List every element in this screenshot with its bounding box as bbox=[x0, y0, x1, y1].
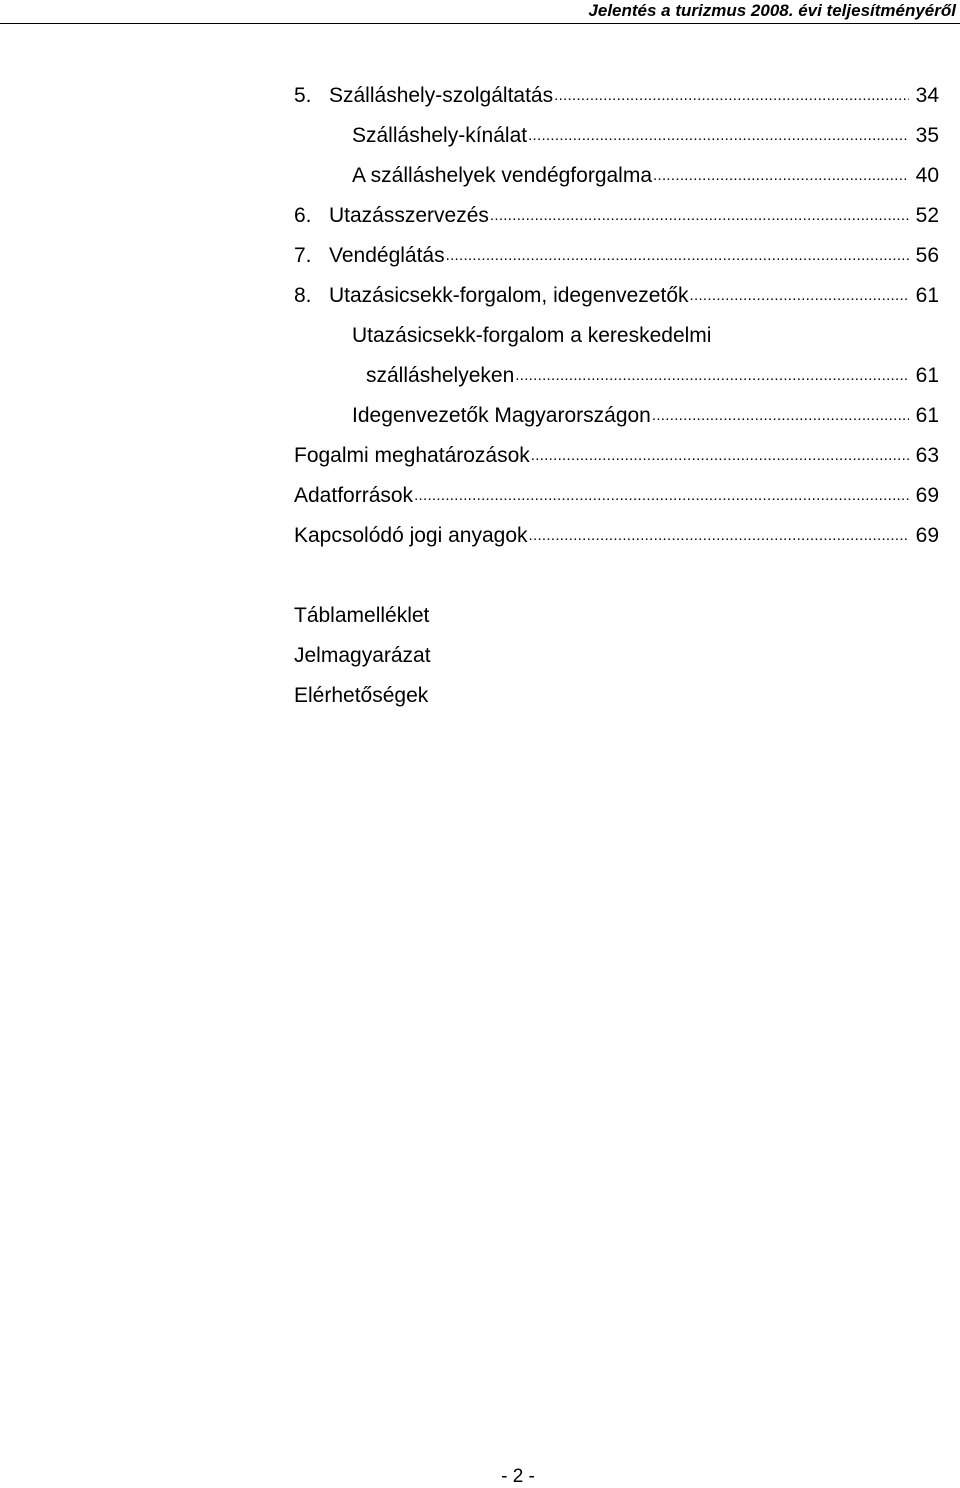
toc-entry-jogi-anyagok[interactable] bbox=[294, 516, 939, 556]
dot-leader bbox=[528, 516, 909, 556]
toc-entry-page: 69 bbox=[915, 524, 939, 547]
toc-entry-number: 7. bbox=[294, 244, 312, 267]
toc-entry-page: 61 bbox=[915, 364, 939, 387]
toc-entry-page: 40 bbox=[915, 164, 939, 187]
running-header bbox=[0, 0, 960, 24]
dot-leader bbox=[651, 396, 909, 436]
appendix-item-label: Táblamelléklet bbox=[294, 604, 430, 627]
toc-entry-title: Szálláshely-kínálat bbox=[352, 124, 528, 147]
toc-entry-title: Szálláshely-szolgáltatás bbox=[329, 84, 554, 107]
dot-leader bbox=[489, 196, 909, 236]
toc-entry-title: Kapcsolódó jogi anyagok bbox=[294, 524, 528, 547]
dot-leader bbox=[553, 76, 909, 116]
appendix-item-tablamelleklet[interactable] bbox=[294, 596, 939, 636]
dot-leader bbox=[530, 436, 909, 476]
dot-leader bbox=[689, 276, 909, 316]
toc-entry-title: Utazásicsekk-forgalom, idegenvezetők bbox=[329, 284, 689, 307]
running-header-title: Jelentés a turizmus 2008. évi teljesítményéről bbox=[588, 1, 956, 20]
dot-leader bbox=[527, 116, 909, 156]
toc-entry-utazasicsekk-kereskedelmi[interactable] bbox=[294, 316, 939, 356]
toc-entry-page: 52 bbox=[915, 204, 939, 227]
toc-entry-title: Adatforrások bbox=[294, 484, 414, 507]
toc-entry-7[interactable] bbox=[294, 236, 939, 276]
toc-entry-title: Utazásicsekk-forgalom a kereskedelmi bbox=[352, 324, 712, 347]
toc-entry-fogalmi[interactable] bbox=[294, 436, 939, 476]
toc-entry-5[interactable] bbox=[294, 76, 939, 116]
toc-entry-number: 5. bbox=[294, 84, 312, 107]
toc-entry-title: Idegenvezetők Magyarországon bbox=[352, 404, 651, 427]
toc-entry-title: Vendéglátás bbox=[329, 244, 445, 267]
toc-entry-page: 35 bbox=[915, 124, 939, 147]
toc-entry-title: Utazásszervezés bbox=[329, 204, 489, 227]
toc-entry-idegenvezetok[interactable] bbox=[294, 396, 939, 436]
toc-entry-title-continuation: szálláshelyeken bbox=[366, 364, 515, 387]
toc-entry-szallashely-kinalat[interactable] bbox=[294, 116, 939, 156]
dot-leader bbox=[514, 356, 909, 396]
table-of-contents bbox=[294, 76, 939, 716]
toc-entry-adatforrasok[interactable] bbox=[294, 476, 939, 516]
dot-leader bbox=[445, 236, 909, 276]
toc-entry-utazasicsekk-kereskedelmi-cont[interactable] bbox=[294, 356, 939, 396]
toc-entry-title: Fogalmi meghatározások bbox=[294, 444, 530, 467]
toc-entry-title: A szálláshelyek vendégforgalma bbox=[352, 164, 653, 187]
toc-entry-page: 61 bbox=[915, 284, 939, 307]
page-number: - 2 - bbox=[501, 1466, 535, 1487]
toc-entry-8[interactable] bbox=[294, 276, 939, 316]
toc-entry-page: 34 bbox=[915, 84, 939, 107]
dot-leader bbox=[413, 476, 909, 516]
appendix-item-jelmagyarazat[interactable] bbox=[294, 636, 939, 676]
toc-entry-page: 56 bbox=[915, 244, 939, 267]
appendix-item-label: Jelmagyarázat bbox=[294, 644, 431, 667]
appendix-item-elerhetosegek[interactable] bbox=[294, 676, 939, 716]
appendix-item-label: Elérhetőségek bbox=[294, 684, 429, 707]
toc-entry-page: 69 bbox=[915, 484, 939, 507]
toc-entry-6[interactable] bbox=[294, 196, 939, 236]
toc-entry-number: 6. bbox=[294, 204, 312, 227]
toc-entry-vendegforgalma[interactable] bbox=[294, 156, 939, 196]
dot-leader bbox=[652, 156, 909, 196]
section-gap bbox=[294, 556, 939, 596]
toc-entry-page: 61 bbox=[915, 404, 939, 427]
toc-entry-page: 63 bbox=[915, 444, 939, 467]
toc-entry-number: 8. bbox=[294, 284, 312, 307]
